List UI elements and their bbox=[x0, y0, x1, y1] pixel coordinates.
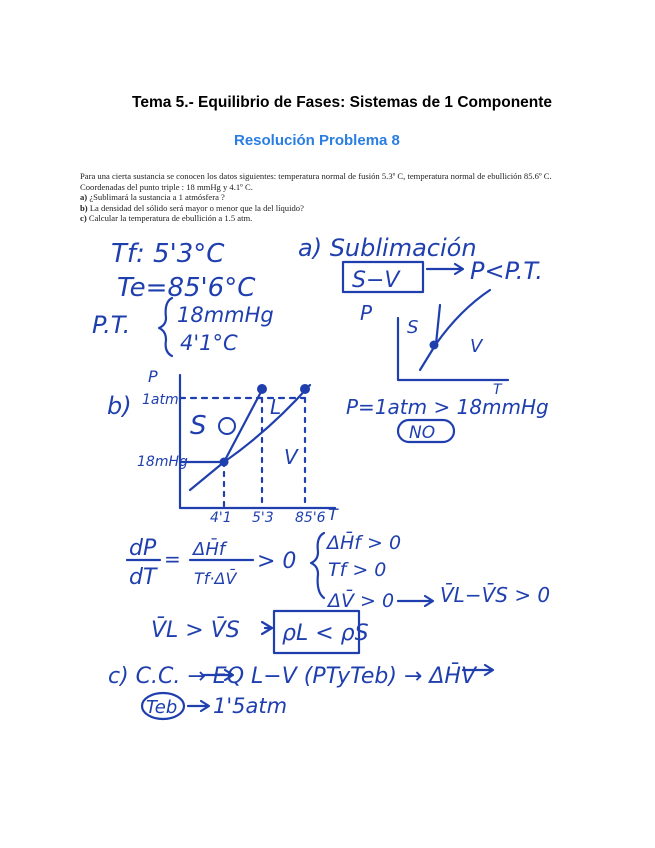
pt-label: P.T. bbox=[92, 311, 131, 339]
problem-subtitle: Resolución Problema 8 bbox=[234, 132, 400, 149]
question-c-letter: c) bbox=[80, 213, 87, 224]
small-curve-lv bbox=[420, 290, 490, 370]
clap-dhf: ΔH̄f bbox=[193, 539, 226, 560]
c-line: c) C.C. → EQ L−V (PTyTeb) → ΔH̄V bbox=[108, 664, 477, 689]
b-tick-53: 5'3 bbox=[252, 510, 274, 526]
small-s-label: S bbox=[407, 317, 419, 338]
arrow-teb bbox=[188, 701, 209, 711]
b-solid-circle-icon bbox=[219, 418, 235, 434]
vl-gt-vs: V̄L > V̄S bbox=[151, 618, 240, 643]
b-fusion-point bbox=[257, 384, 267, 394]
cond-tf: Tf > 0 bbox=[328, 559, 387, 581]
b-18-label: 18mHg bbox=[137, 454, 188, 470]
a-label: a) Sublimación bbox=[298, 234, 477, 262]
question-a-text: ¿Sublimará la sustancia a 1 atmósfera ? bbox=[89, 192, 225, 203]
te-value: Te=85'6°C bbox=[117, 273, 256, 303]
rho-result: ρL < ρS bbox=[282, 621, 369, 646]
arrow-a bbox=[427, 264, 463, 274]
small-p-label: P bbox=[360, 301, 373, 325]
pt-pressure: 18mmHg bbox=[177, 303, 274, 327]
arrow-cond bbox=[398, 596, 433, 606]
b-solid-label: S bbox=[190, 411, 207, 441]
b-t-axis: T bbox=[328, 505, 338, 524]
b-vapor-label: V bbox=[284, 445, 298, 469]
b-sv-curve bbox=[190, 462, 224, 490]
a-condition: P<P.T. bbox=[470, 257, 543, 285]
tf-value: Tf: 5'3°C bbox=[111, 239, 225, 269]
a-box-text: S−V bbox=[352, 268, 400, 293]
b-1atm-label: 1atm bbox=[142, 392, 179, 408]
cond-dhf: ΔH̄f > 0 bbox=[327, 532, 402, 554]
b-triple-point bbox=[220, 458, 229, 467]
cond-vl-vs: V̄L−V̄S > 0 bbox=[440, 583, 551, 607]
clap-gt0: > 0 bbox=[257, 549, 297, 574]
question-a-letter: a) bbox=[80, 192, 88, 203]
small-t-label: T bbox=[493, 382, 502, 398]
arrow-rho bbox=[262, 622, 272, 634]
page-title: Tema 5.- Equilibrio de Fases: Sistemas de 1 Componente bbox=[132, 94, 553, 111]
question-c-text: Calcular la temperatura de ebullición a 1.5 atm. bbox=[88, 213, 253, 224]
b-boiling-point bbox=[300, 384, 310, 394]
b-label: b) bbox=[107, 392, 132, 420]
question-b-text: La densidad del sólido será mayor o menor que la del líquido? bbox=[89, 202, 304, 213]
clap-tfdv: Tf·ΔV̄ bbox=[194, 569, 237, 588]
clap-dp: dP bbox=[129, 536, 157, 561]
pt-temp: 4'1°C bbox=[180, 331, 238, 355]
b-tick-41: 4'1 bbox=[210, 510, 232, 526]
b-liquid-label: L bbox=[270, 395, 282, 419]
b-axes bbox=[180, 375, 335, 508]
c-teb: Teb bbox=[146, 697, 178, 718]
problem-intro: Para una cierta sustancia se conocen los datos siguientes: temperatura normal de fusión 5.3º C, temperatura normal de ebullición 85.6º C. Coordenadas del punto triple : 18 mmHg y 4.1º C. bbox=[80, 171, 552, 192]
b-sl-curve bbox=[224, 390, 262, 462]
clap-dt: dT bbox=[129, 565, 157, 590]
a-answer: NO bbox=[409, 423, 436, 443]
c-15atm: 1'5atm bbox=[213, 694, 288, 718]
cond-dv: ΔV̄ > 0 bbox=[328, 590, 395, 612]
small-v-label: V bbox=[470, 336, 483, 357]
clap-equals: = bbox=[164, 547, 181, 571]
cond-brace bbox=[311, 533, 324, 598]
small-triple-point bbox=[430, 341, 439, 350]
question-b-letter: b) bbox=[80, 202, 88, 213]
b-tick-856: 85'6 bbox=[295, 510, 326, 526]
a-inequality: P=1atm > 18mmHg bbox=[346, 395, 549, 419]
b-p-label: P bbox=[148, 367, 158, 386]
pt-brace bbox=[159, 298, 172, 356]
